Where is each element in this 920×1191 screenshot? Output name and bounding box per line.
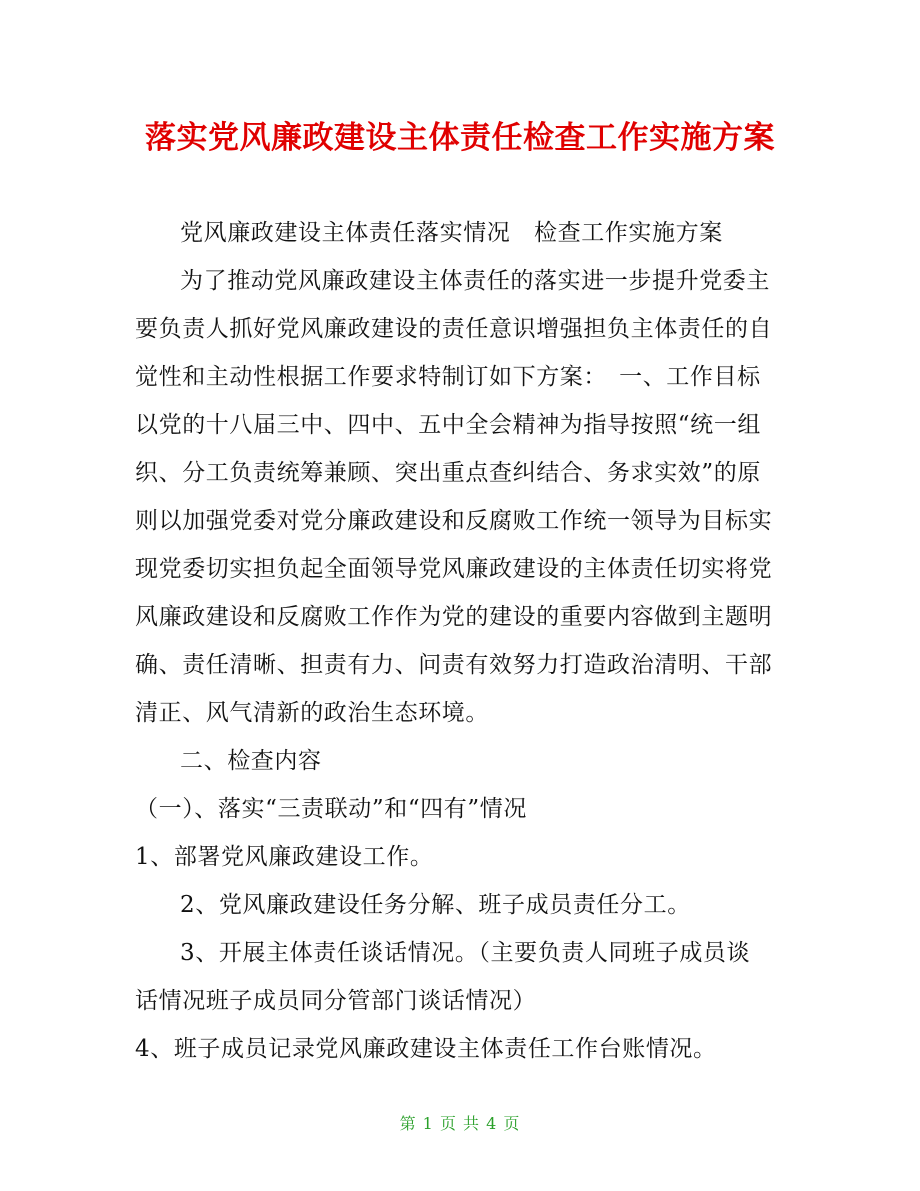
paragraph-line: 风廉政建设和反腐败工作作为党的建设的重要内容做到主题明	[135, 604, 773, 630]
list-item: 1、部署党风廉政建设工作。	[135, 844, 434, 870]
section-heading: 二、检查内容	[180, 748, 322, 774]
list-item: 3、开展主体责任谈话情况。（主要负责人同班子成员谈	[180, 940, 751, 966]
paragraph-line: 则以加强党委对党分廉政建设和反腐败工作统一领导为目标实	[135, 508, 773, 534]
subsection-heading: （一）、落实“三责联动”和“四有”情况	[135, 796, 527, 822]
paragraph-line: 织、分工负责统筹兼顾、突出重点查纠结合、务求实效”的原	[135, 460, 761, 486]
paragraph-line: 为了推动党风廉政建设主体责任的落实进一步提升党委主	[180, 268, 770, 294]
paragraph-line: 要负责人抓好党风廉政建设的责任意识增强担负主体责任的自	[135, 316, 773, 342]
document-title: 落实党风廉政建设主体责任检查工作实施方案	[145, 120, 775, 156]
list-item: 2、党风廉政建设任务分解、班子成员责任分工。	[180, 892, 691, 918]
list-item: 4、班子成员记录党风廉政建设主体责任工作台账情况。	[135, 1036, 717, 1062]
paragraph-line: 现党委切实担负起全面领导党风廉政建设的主体责任切实将党	[135, 556, 773, 582]
page-number-footer: 第 1 页 共 4 页	[399, 1114, 521, 1133]
subtitle-line: 党风廉政建设主体责任落实情况 检查工作实施方案	[180, 220, 723, 246]
paragraph-line: 觉性和主动性根据工作要求特制订如下方案： 一、工作目标	[135, 364, 761, 390]
list-item-continuation: 话情况班子成员同分管部门谈话情况）	[135, 988, 537, 1014]
paragraph-line: 清正、风气清新的政治生态环境。	[135, 700, 489, 726]
paragraph-line: 以党的十八届三中、四中、五中全会精神为指导按照“统一组	[135, 412, 761, 438]
paragraph-line: 确、责任清晰、担责有力、问责有效努力打造政治清明、干部	[135, 652, 773, 678]
